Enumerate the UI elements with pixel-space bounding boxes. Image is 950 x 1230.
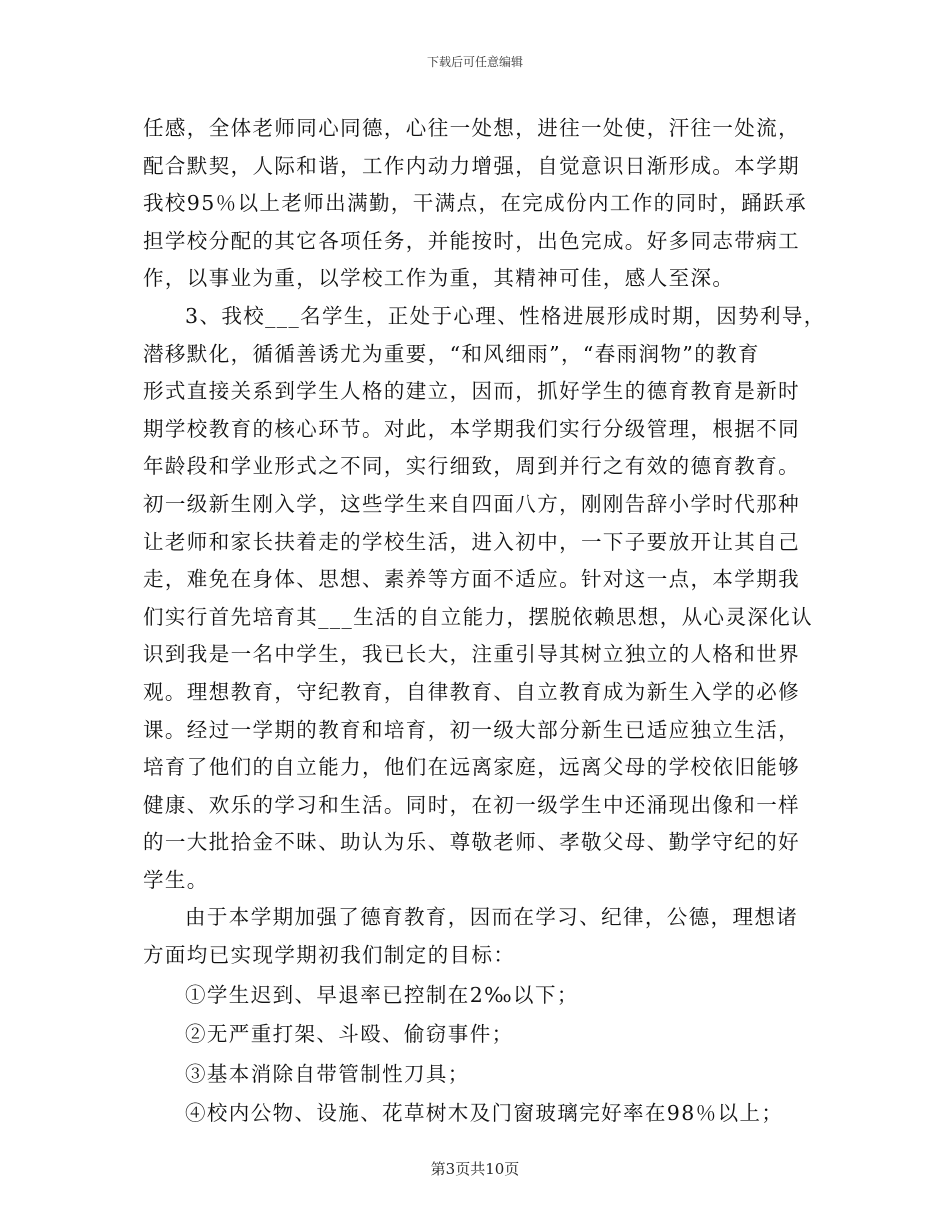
goal-list-item: ③基本消除自带管制性刀具； (185, 1061, 470, 1086)
text-line: 健康、欢乐的学习和生活。同时，在初一级学生中还涌现出像和一样 (143, 792, 800, 817)
text-line: 形式直接关系到学生人格的建立，因而，抓好学生的德育教育是新时 (143, 379, 800, 404)
goal-list-item: ④校内公物、设施、花草树木及门窗玻璃完好率在98％以上； (185, 1101, 784, 1126)
text-line: 们实行首先培育其___生活的自立能力，摆脱依赖思想，从心灵深化认 (143, 604, 814, 629)
text-line: 方面均已实现学期初我们制定的目标： (143, 943, 516, 968)
text-line: 初一级新生刚入学，这些学生来自四面八方，刚刚告辞小学时代那种 (143, 491, 800, 516)
text-line: 期学校教育的核心环节。对此，本学期我们实行分级管理，根据不同 (143, 416, 800, 441)
document-body (143, 110, 826, 1133)
text-line: 担学校分配的其它各项任务，并能按时，出色完成。好多同志带病工 (143, 228, 800, 253)
text-line: 识到我是一名中学生，我已长大，注重引导其树立独立的人格和世界 (143, 642, 800, 667)
page-header: 下载后可任意编辑 (426, 55, 523, 69)
text-line: 的一大批拾金不昧、助认为乐、尊敬老师、孝敬父母、勤学守纪的好 (143, 830, 800, 855)
paragraph-start-line: 由于本学期加强了德育教育，因而在学习、纪律，公德，理想诸 (185, 905, 799, 930)
page-number: 第3页共10页 (430, 1160, 520, 1178)
text-line: 作，以事业为重，以学校工作为重，其精神可佳，感人至深。 (143, 266, 735, 291)
text-line: 我校95％以上老师出满勤，干满点，在完成份内工作的同时，踊跃承 (143, 191, 807, 216)
text-line: 学生。 (143, 867, 209, 892)
text-line: 走，难免在身体、思想、素养等方面不适应。针对这一点，本学期我 (143, 567, 800, 592)
text-line: 培育了他们的自立能力，他们在远离家庭，远离父母的学校依旧能够 (143, 755, 800, 780)
goal-list-item: ②无严重打架、斗殴、偷窃事件； (185, 1022, 514, 1047)
text-line: 配合默契，人际和谐，工作内动力增强，自觉意识日渐形成。本学期 (143, 153, 800, 178)
goal-list-item: ①学生迟到、早退率已控制在2‰以下； (185, 982, 579, 1007)
text-line: 年龄段和学业形式之不同，实行细致，周到并行之有效的德育教育。 (143, 454, 800, 479)
text-line: 观。理想教育，守纪教育，自律教育、自立教育成为新生入学的必修 (143, 679, 800, 704)
text-line: 潜移默化，循循善诱尤为重要，“和风细雨”，“春雨润物”的教育 (143, 341, 760, 366)
text-line: 任感，全体老师同心同德，心往一处想，进往一处使，汗往一处流， (143, 116, 800, 140)
text-line: 课。经过一学期的教育和培育，初一级大部分新生已适应独立生活， (143, 717, 800, 742)
text-line: 让老师和家长扶着走的学校生活，进入初中，一下子要放开让其自己 (143, 529, 800, 554)
paragraph-start-line: 3、我校___名学生，正处于心理、性格进展形成时期，因势利导， (185, 303, 826, 328)
